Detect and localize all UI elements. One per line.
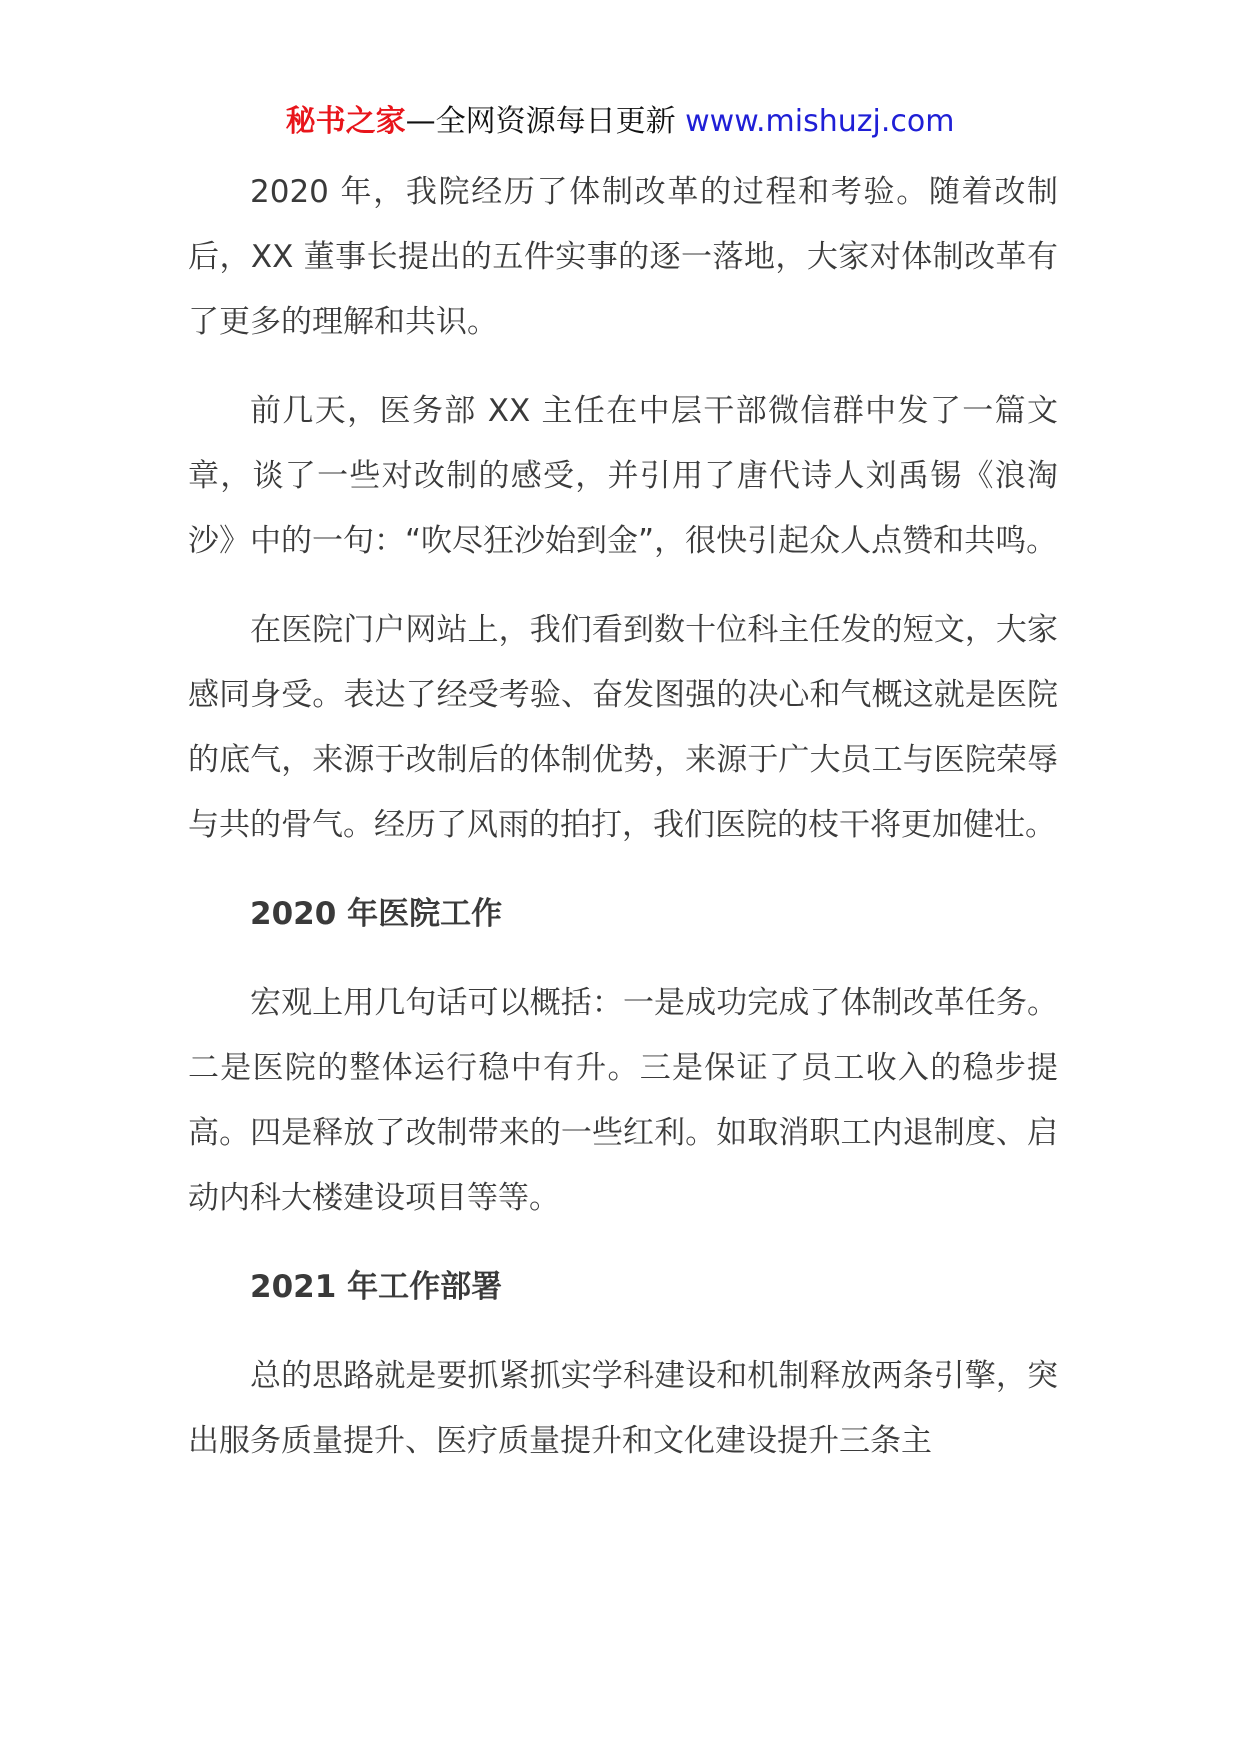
section-heading-2021-plan: 2021 年工作部署 [250,1269,503,1305]
paragraph-2020-summary: 宏观上用几句话可以概括：一是成功完成了体制改革任务。二是医院的整体运行稳中有升。三是保证了员工收入的稳步提高。四是释放了改制带来的一些红利。如取消职工内退制度、启动内科大楼建设项目等等。 [188,985,1058,1216]
paragraph-2021-approach: 总的思路就是要抓紧抓实学科建设和机制释放两条引擎，突出服务质量提升、医疗质量提升和文化建设提升三条主 [188,1358,1058,1459]
header-tagline: —全网资源每日更新 [405,104,676,139]
document-body [188,160,1058,1498]
paragraph-portal-essays: 在医院门户网站上，我们看到数十位科主任发的短文，大家感同身受。表达了经受考验、奋发图强的决心和气概这就是医院的底气，来源于改制后的体制优势，来源于广大员工与医院荣辱与共的骨气。经历了风雨的拍打，我们医院的枝干将更加健壮。 [188,612,1058,843]
brand-name: 秘书之家 [285,104,406,139]
site-header [0,102,1240,142]
site-url-link[interactable]: www.mishuzj.com [685,104,955,139]
paragraph-reform-intro: 2020 年，我院经历了体制改革的过程和考验。随着改制后，XX 董事长提出的五件实事的逐一落地，大家对体制改革有了更多的理解和共识。 [188,174,1058,340]
paragraph-wechat-article: 前几天，医务部 XX 主任在中层干部微信群中发了一篇文章，谈了一些对改制的感受，并引用了唐代诗人刘禹锡《浪淘沙》中的一句：“吹尽狂沙始到金”，很快引起众人点赞和共鸣。 [188,393,1058,559]
section-heading-2020-work: 2020 年医院工作 [250,896,503,932]
